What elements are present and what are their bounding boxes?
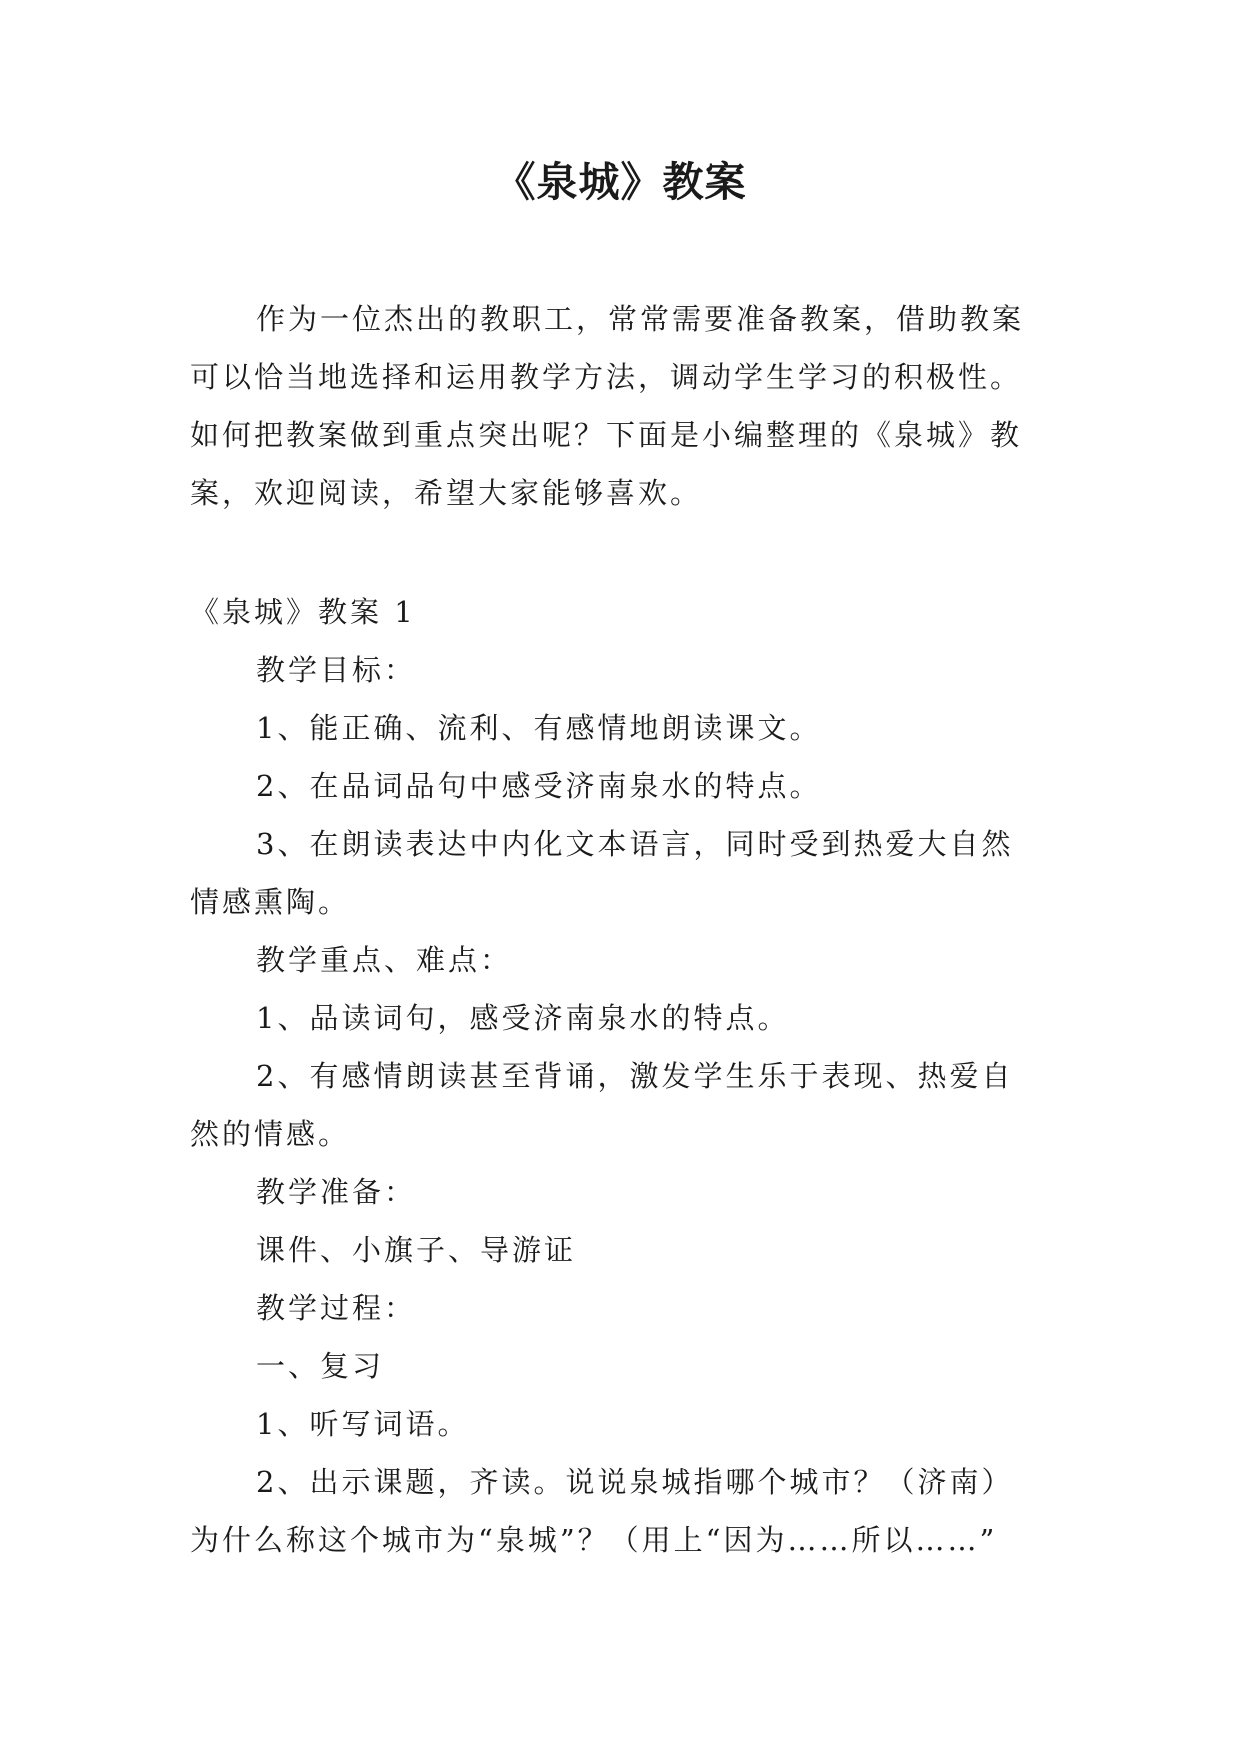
intro-line: 如何把教案做到重点突出呢？下面是小编整理的《泉城》教 xyxy=(190,418,1023,452)
process-item-continuation: 为什么称这个城市为“泉城”？（用上“因为……所以……” xyxy=(190,1523,998,1557)
process-step-heading: 一、复习 xyxy=(256,1349,385,1383)
heading-preparation: 教学准备： xyxy=(256,1175,417,1209)
goal-item: 2、在品词品句中感受济南泉水的特点。 xyxy=(256,769,822,803)
intro-line: 可以恰当地选择和运用教学方法，调动学生学习的积极性。 xyxy=(190,360,1023,394)
goal-item: 1、能正确、流利、有感情地朗读课文。 xyxy=(256,711,822,745)
goal-item: 3、在朗读表达中内化文本语言，同时受到热爱大自然 xyxy=(256,827,1014,861)
heading-process: 教学过程： xyxy=(256,1291,417,1325)
lesson-plan-body xyxy=(190,583,1060,1569)
document-title: 《泉城》教案 xyxy=(494,158,747,206)
key-point-item-continuation: 然的情感。 xyxy=(190,1117,351,1151)
heading-teaching-goals: 教学目标： xyxy=(256,653,417,687)
process-item: 2、出示课题，齐读。说说泉城指哪个城市？（济南） xyxy=(256,1465,1014,1499)
intro-line: 作为一位杰出的教职工，常常需要准备教案，借助教案 xyxy=(256,302,1025,336)
heading-key-points: 教学重点、难点： xyxy=(256,943,513,977)
key-point-item: 2、有感情朗读甚至背诵，激发学生乐于表现、热爱自 xyxy=(256,1059,1014,1093)
preparation-item: 课件、小旗子、导游证 xyxy=(256,1233,577,1267)
process-item: 1、听写词语。 xyxy=(256,1407,470,1441)
key-point-item: 1、品读词句，感受济南泉水的特点。 xyxy=(256,1001,790,1035)
section-heading: 《泉城》教案 1 xyxy=(190,595,416,629)
intro-paragraph xyxy=(190,290,1060,522)
intro-line: 案，欢迎阅读，希望大家能够喜欢。 xyxy=(190,476,703,510)
goal-item-continuation: 情感熏陶。 xyxy=(190,885,351,919)
